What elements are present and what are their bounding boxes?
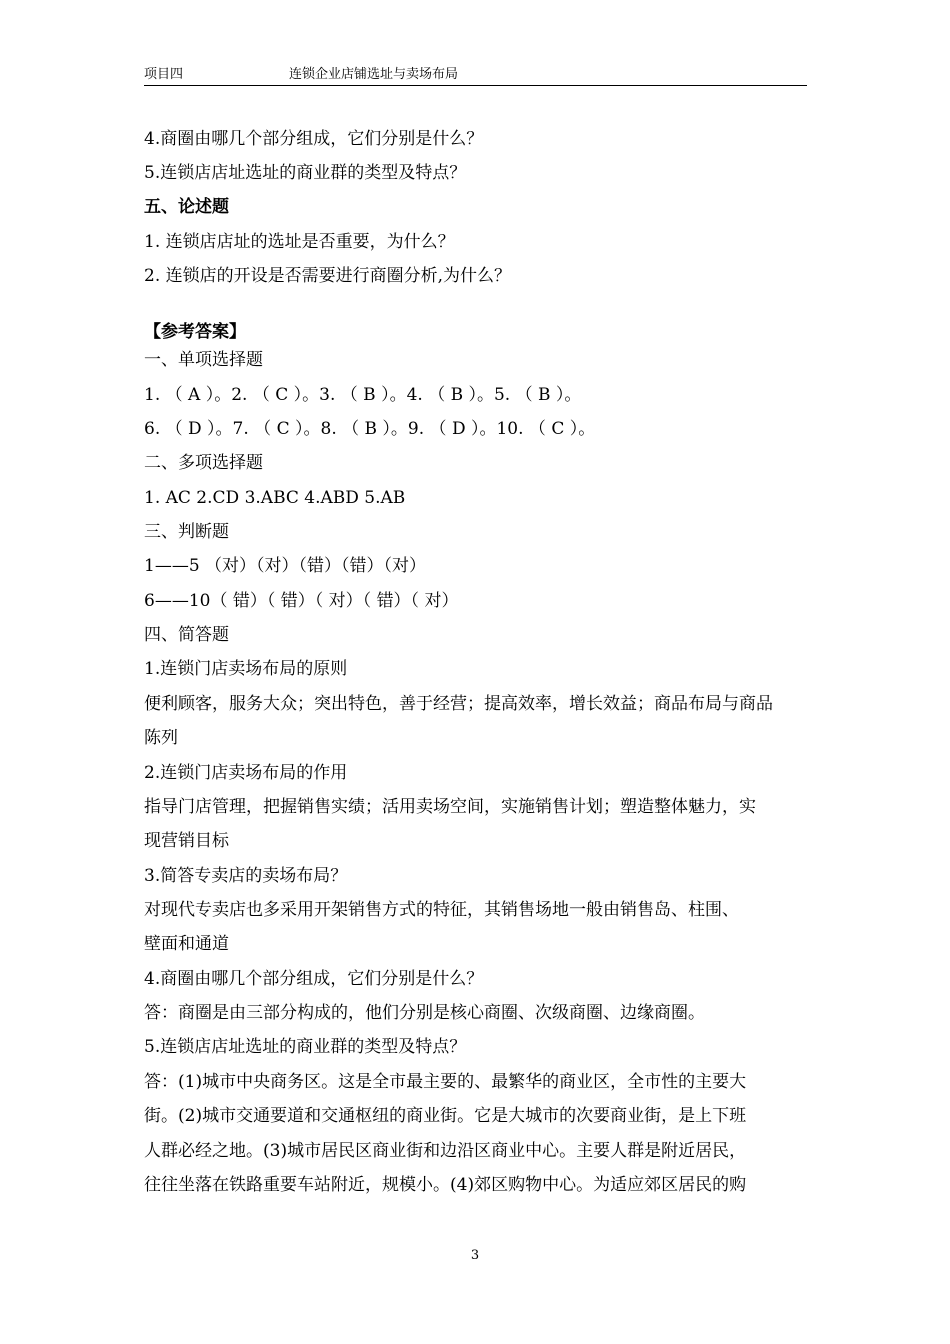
answer-5-text-line: 答：(1)城市中央商务区。这是全市最主要的、最繁华的商业区，全市性的主要大 (144, 1072, 747, 1092)
essay-question-2: 2. 连锁店的开设是否需要进行商圈分析,为什么？ (144, 266, 512, 286)
question-5: 5.连锁店店址选址的商业群的类型及特点？ (144, 163, 467, 183)
answer-4-question: 4.商圈由哪几个部分组成，它们分别是什么？ (144, 969, 484, 989)
answer-3-question: 3.简答专卖店的卖场布局？ (144, 866, 348, 886)
single-choice-title: 一、单项选择题 (144, 350, 263, 370)
multi-choice-title: 二、多项选择题 (144, 453, 263, 473)
multi-choice-row: 1. AC 2.CD 3.ABC 4.ABD 5.AB (144, 488, 406, 508)
question-4: 4.商圈由哪几个部分组成，它们分别是什么？ (144, 129, 484, 149)
single-choice-row-1: 1. （ A ）。2. （ C ）。3. （ B ）。4. （ B ）。5. （ B ）。 (144, 385, 582, 405)
header-chapter: 项目四 (144, 67, 184, 82)
answer-4-text-line: 答：商圈是由三部分构成的，他们分别是核心商圈、次级商圈、边缘商圈。 (144, 1003, 705, 1023)
answer-5-text-line: 往往坐落在铁路重要车站附近，规模小。(4)郊区购物中心。为适应郊区居民的购 (144, 1175, 747, 1195)
single-choice-row-2: 6. （ D ）。7. （ C ）。8. （ B ）。9. （ D ）。10. （ C ）。 (144, 419, 596, 439)
answer-5-question: 5.连锁店店址选址的商业群的类型及特点？ (144, 1037, 467, 1057)
answer-2-question: 2.连锁门店卖场布局的作用 (144, 763, 348, 783)
answer-3-text-line: 壁面和通道 (144, 934, 229, 954)
header-title: 连锁企业店铺选址与卖场布局 (289, 67, 459, 82)
answers-title: 【参考答案】 (144, 322, 246, 342)
answer-3-text-line: 对现代专卖店也多采用开架销售方式的特征，其销售场地一般由销售岛、柱围、 (144, 900, 739, 920)
answer-1-question: 1.连锁门店卖场布局的原则 (144, 659, 348, 679)
true-false-row-1: 1——5 （对）（对）（错）（错）（对） (144, 556, 427, 576)
answer-1-text-line: 便利顾客，服务大众；突出特色，善于经营；提高效率，增长效益；商品布局与商品 (144, 694, 773, 714)
page-number: 3 (470, 1248, 480, 1263)
section-5-title: 五、论述题 (144, 197, 229, 217)
page-header (144, 66, 807, 86)
answer-1-text-line: 陈列 (144, 728, 178, 748)
essay-question-1: 1. 连锁店店址的选址是否重要，为什么？ (144, 232, 455, 252)
answer-2-text-line: 现营销目标 (144, 831, 229, 851)
answer-2-text-line: 指导门店管理，把握销售实绩；活用卖场空间，实施销售计划；塑造整体魅力，实 (144, 797, 756, 817)
answer-5-text-line: 街。(2)城市交通要道和交通枢纽的商业街。它是大城市的次要商业街，是上下班 (144, 1106, 747, 1126)
short-answer-title: 四、简答题 (144, 625, 229, 645)
answer-5-text-line: 人群必经之地。(3)城市居民区商业街和边沿区商业中心。主要人群是附近居民， (144, 1141, 747, 1161)
true-false-title: 三、判断题 (144, 522, 229, 542)
true-false-row-2: 6——10（ 错）（ 错）（ 对）（ 错）（ 对） (144, 591, 459, 611)
